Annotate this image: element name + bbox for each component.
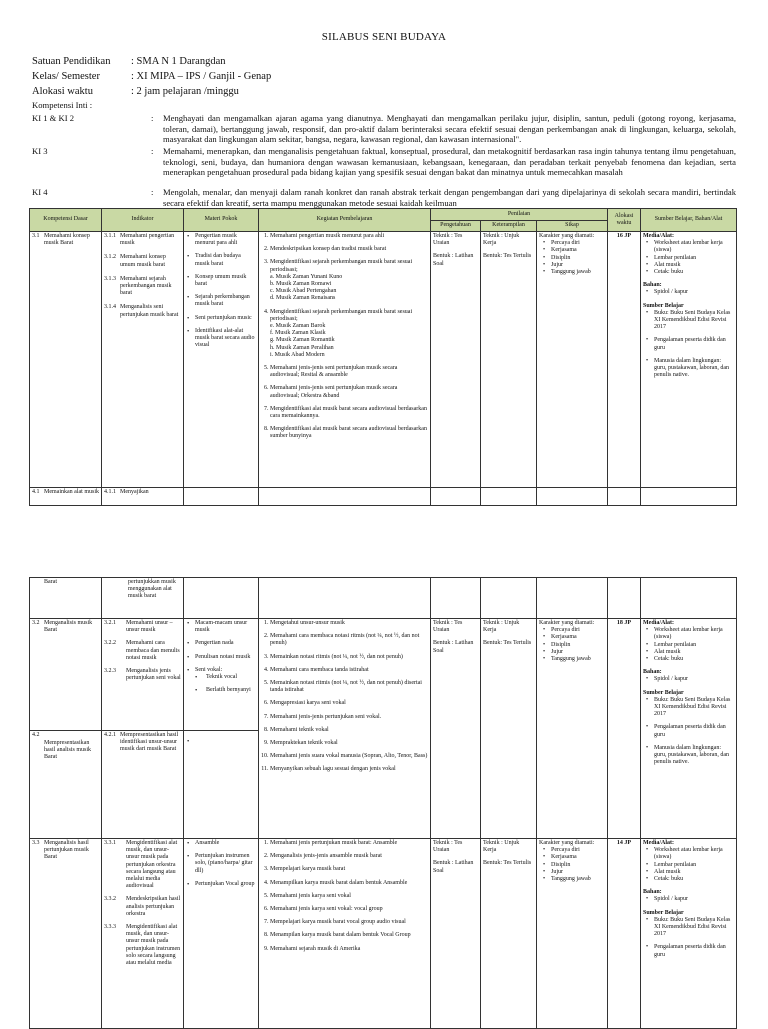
keterampilan-cell: Teknik : Unjuk Kerja Bentuk: Tes Tertulis: [481, 232, 537, 488]
table-row: Barat pertunjukkan musik menggunakan alat musik barat: [30, 578, 737, 619]
table-row: 3.2 Menganalisis musik Barat 3.2.1 Memahami unsur – unsur musik 3.2.2 Memahami cara membaca dan menulis notasi musik 3.2.3 Menganalisis jenis pertunjukan seni vokal • Macam-macam unsur musik • Pengertian nada • Penulisan notasi musik • Seni vokal: • Teknik vocal • Berlatih bernyanyi 1. Mengetahui unsur-unsur musik 2. Memahami cara membaca notasi ritmis (not ¼, not ½, dan not penuh) 3. Memainkan notasi ritmis (not ¼, not ½, dan not penuh) 4. Memahami cara membaca tanda istirahat 5. Memainkan notasi ritmis (not ¼, not ½, dan not penuh) disertai tanda istirahat 6. Mengapresiasi karya seni vokal 7. Memahami jenis-jenis pertunjukan seni vokal. 8. Memahami teknik vokal 9. Mempraktekan teknik vokal 10. Memahami jenis suara vokal manusia (Sopran, Alto, Tenor, Bass) 11. Menyanyikan sebuah lagu sesuai dengan jenis vokal Teknik : Tes Uraian Bentuk : Latihan Soal Teknik : Unjuk Kerja Bentuk: Tes Tertulis Karakter yang diamati: • Percaya diri • Kerjasama • Disiplin • Jujur • Tanggung jawab 18 JP Media/Alat: • Worksheet atau lembar kerja (siswa) • Lembar penilaian • Alat musik • Cetak: buku Bahan: • Spidol / kapur Sumber Belajar • Buku: Buku Seni Budaya Kelas XI Kemendikbud Edisi Revisi 2017 • Pengalaman peserta didik dan guru • Manusia dalam lingkungan: guru, pustakawan, laboran, dan penulis native.: [30, 619, 737, 731]
sikap-cell: Karakter yang diamati: • Percaya diri • Kerjasama • Disiplin • Jujur • Tanggung jawab: [537, 232, 608, 488]
indikator-cell: 3.1.1 Memahami pengertian musik 3.1.2 Memahami konsep umum musik barat 3.1.3 Memahami sejarah perkembangan musik barat 3.1.4 Menganalisis seni pertunjukan musik barat: [102, 232, 184, 488]
table-row: 4.1 Memainkan alat musik 4.1.1 Menyajikan: [30, 488, 737, 506]
header-sikap: Sikap: [537, 221, 608, 232]
kompetensi-inti-label: Kompetensi Inti :: [32, 100, 93, 110]
info-satuan: Satuan Pendidikan : SMA N 1 Darangdan: [32, 56, 226, 67]
alokasi-cell: 16 JP: [608, 232, 641, 488]
table-row: 3.3 Menganalisis hasil pertunjukan musik Barat 3.3.1 Mengidentifikasi alat musik, dan unsur-unsur musik pada pertunjukan orkestra secara langsung atau melalui media audiovisual 3.3.2 Mendeskripsikan hasil analisis pertunjukan orkestra 3.3.3 Mengidentifikasi alat musik, dan unsur-unsur musik pada pertunjukan instrumen solo secara langsung atau melalui media • Ansamble • Pertunjukan instrumen solo, (piano/harpa/ gitar dll) • Pertunjukan Vocal group 1. Memahami jenis pertunjukan musik barat: Ansamble 2. Menganalisis jenis-jenis ansamble musik barat 3. Mempelajari karya musik barat 4. Menampilkan karya musik barat dalam bentuk Ansamble 5. Memahami jenis karya seni vokal 6. Memahami jenis karya seni vokal: vocal group 7. Mempelajari karya musik barat vocal group audio visual 8. Menampilan karya musik barat dalam bentuk Vocal Group 9. Memahami sejarah musik di Amerika Teknik : Tes Uraian Bentuk : Latihan Soal Teknik : Unjuk Kerja Bentuk: Tes Tertulis Karakter yang diamati: • Percaya diri • Kerjasama • Disiplin • Jujur • Tanggung jawab 14 JP Media/Alat: • Worksheet atau lembar kerja (siswa) • Lembar penilaian • Alat musik • Cetak: buku Bahan: • Spidol / kapur Sumber Belajar • Buku: Buku Seni Budaya Kelas XI Kemendikbud Edisi Revisi 2017 • Pengalaman peserta didik dan guru: [30, 839, 737, 1029]
table-row: [30, 232, 737, 488]
header-indikator: Indikator: [102, 209, 184, 232]
page-title: SILABUS SENI BUDAYA: [321, 31, 447, 43]
header-keterampilan: Keterampilan: [481, 221, 537, 232]
header-kegiatan: Kegiatan Pembelajaran: [259, 209, 431, 232]
header-penilaian: Penilaian: [431, 209, 608, 221]
materi-cell: • Pengertian musik menurut para ahli • Tradisi dan budaya musik barat • Konsep umum musik barat • Sejarah perkembangan musik barat • Seni pertunjukan music • Identifikasi alat-alat musik barat secara audio visual: [184, 232, 259, 488]
info-kelas: Kelas/ Semester : XI MIPA – IPS / Ganjil - Genap: [32, 71, 272, 82]
header-materi: Materi Pokok: [184, 209, 259, 232]
info-alokasi: Alokasi waktu : 2 jam pelajaran /minggu: [32, 86, 239, 97]
syllabus-table-2: [29, 577, 737, 1029]
header-pengetahuan: Pengetahuan: [431, 221, 481, 232]
header-kd: Kompetensi Dasar: [30, 209, 102, 232]
kegiatan-cell: 1. Memahami pengertian musik menurut para ahli 2. Mendeskripsikan konsep dan tradisi musik barat 3. Mengidentifikasi sejarah perkembangan musik barat sesuai periodisasi; a. Musik Zaman Yunani Kuno b. Musik Zaman Romawi c. Musik Abad Pertengahan d. Musik Zaman Renaisans 4. Mengidentifikasi sejarah perkembangan musik barat sesuai periodisasi; e. Musik Zaman Barok f. Musik Zaman Klasik g. Musik Zaman Romantik h. Musik Zaman Peralihan i. Musik Abad Modern 5. Memahami jenis-jenis seni pertunjukan musik secara audiovisual; Resital & ansamble 6. Memahami jenis-jenis seni pertunjukan musik secara audiovisual; Orkestra &band 7. Mengidentifikasi alat musik barat secara audiovisual berdasarkan cara memainkannya. 8. Mengidentifikasi alat musik barat secara audiovisual berdasarkan sumber bunyinya: [259, 232, 431, 488]
syllabus-table-1: [29, 208, 737, 506]
header-alokasi: Alokasi waktu: [608, 209, 641, 232]
kd-cell: 3.1 Memahami konsep musik Barat: [30, 232, 102, 488]
table-row: 4.2 Mempresentasikan hasil analisis musik Barat 4.2.1 Mempresentasikan hasil identifikasi unsur-unsur musik dari musik Barat: [30, 731, 737, 839]
header-sumber: Sumber Belajar, Bahan/Alat: [641, 209, 737, 232]
pengetahuan-cell: Teknik : Tes Uraian Bentuk : Latihan Soal: [431, 232, 481, 488]
sumber-cell: Media/Alat: • Worksheet atau lembar kerja (siswa) • Lembar penilaian • Alat musik • Cetak: buku Bahan: • Spidol / kapur Sumber Belajar • Buku: Buku Seni Budaya Kelas XI Kemendikbud Edisi Revisi 2017 • Pengalaman peserta didik dan guru • Manusia dalam lingkungan: guru, pustakawan, laboran, dan penulis native.: [641, 232, 737, 488]
